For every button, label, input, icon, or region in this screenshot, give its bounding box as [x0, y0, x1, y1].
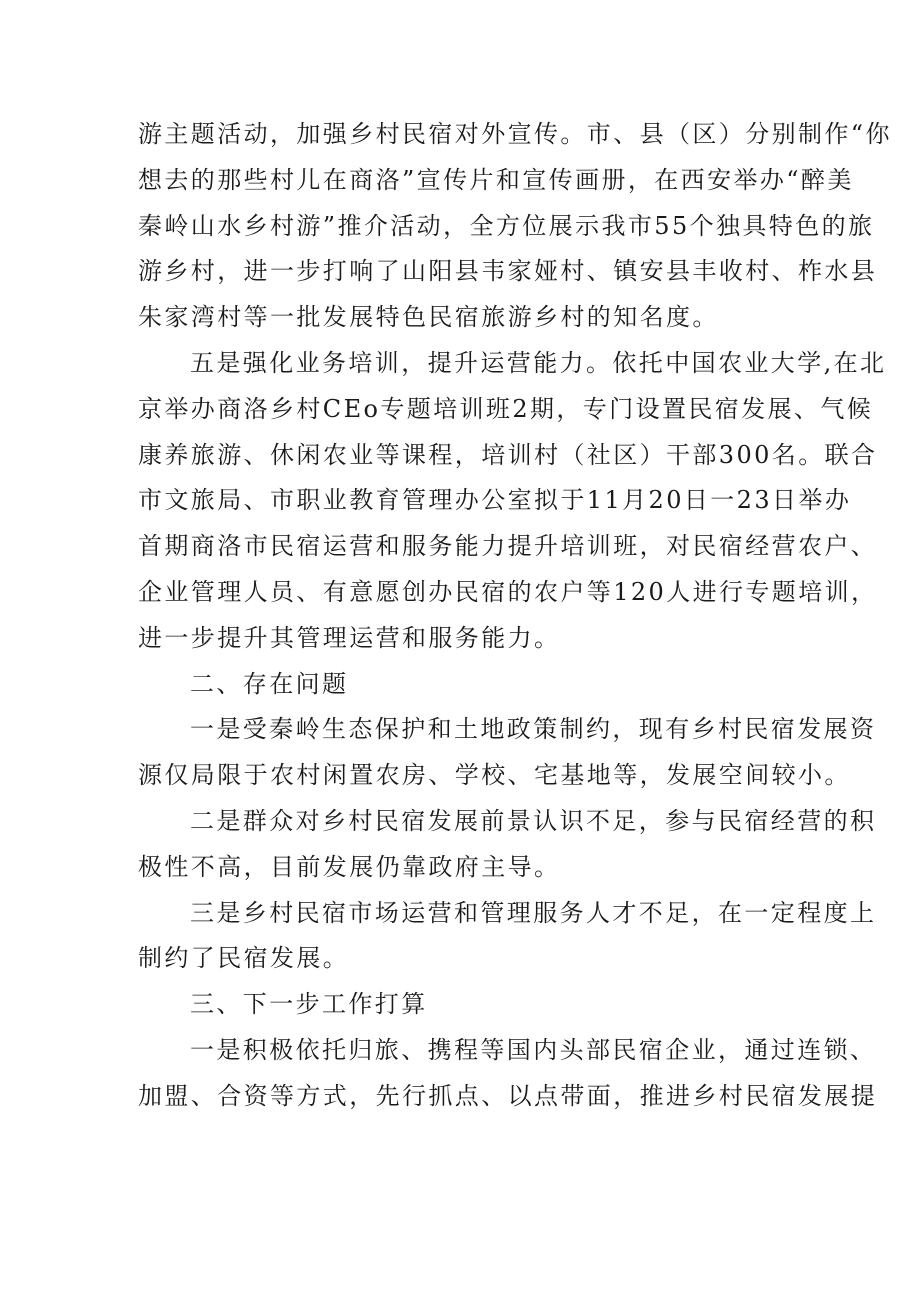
text-line: 朱家湾村等一批发展特色民宿旅游乡村的知名度。: [138, 303, 719, 332]
text-line: 首期商洛市民宿运营和服务能力提升培训班，对民宿经营农户、: [138, 532, 878, 561]
paragraph-training: [138, 341, 887, 662]
section-heading-text: 二、存在问题: [190, 669, 349, 698]
text-line: 市文旅局、市职业教育管理办公室拟于11月20日一23日举办: [138, 486, 852, 515]
paragraph-promotion-continued: [138, 112, 892, 341]
text-line: 想去的那些村儿在商洛”宣传片和宣传画册，在西安举办“醉美: [138, 165, 854, 194]
section-heading-problems: [138, 662, 790, 708]
text-line: 一是受秦岭生态保护和土地政策制约，现有乡村民宿发展资: [190, 715, 877, 744]
text-line: 二是群众对乡村民宿发展前景认识不足，参与民宿经营的积: [190, 806, 877, 835]
paragraph-problem-2: [138, 799, 877, 891]
text-line: 游乡村，进一步打响了山阳县韦家娅村、镇安县丰收村、柞水县: [138, 257, 878, 286]
text-line: 京举办商洛乡村CEo专题培训班2期，专门设置民宿发展、气候: [138, 394, 874, 423]
section-heading-text: 三、下一步工作打算: [190, 990, 428, 1019]
text-line: 极性不高，目前发展仍靠政府主导。: [138, 852, 561, 881]
text-line: 源仅局限于农村闲置农房、学校、宅基地等，发展空间较小。: [138, 761, 851, 790]
text-line: 一是积极依托归旅、携程等国内头部民宿企业，通过连锁、: [190, 1035, 877, 1064]
paragraph-next-1: [138, 1028, 878, 1120]
text-line: 加盟、合资等方式，先行抓点、以点带面，推进乡村民宿发展提: [138, 1081, 878, 1110]
text-line: 游主题活动，加强乡村民宿对外宣传。市、县（区）分别制作“你: [138, 120, 892, 148]
paragraph-problem-1: [138, 707, 877, 799]
text-line: 三是乡村民宿市场运营和管理服务人才不足，在一定程度上: [190, 898, 877, 927]
text-line: 制约了民宿发展。: [138, 944, 350, 973]
document-body: [138, 112, 892, 1120]
text-line: 康养旅游、休闲农业等课程，培训村（社区）干部300名。联合: [138, 440, 878, 469]
paragraph-problem-3: [138, 891, 877, 983]
text-line: 秦岭山水乡村游”推介活动，全方位展示我市55个独具特色的旅: [138, 211, 875, 240]
text-line: 企业管理人员、有意愿创办民宿的农户等120人进行专题培训，: [138, 577, 878, 606]
section-heading-next-steps: [138, 982, 790, 1028]
text-line: 五是强化业务培训，提升运营能力。依托中国农业大学,在北: [190, 348, 887, 377]
text-line: 进一步提升其管理运营和服务能力。: [138, 623, 561, 652]
